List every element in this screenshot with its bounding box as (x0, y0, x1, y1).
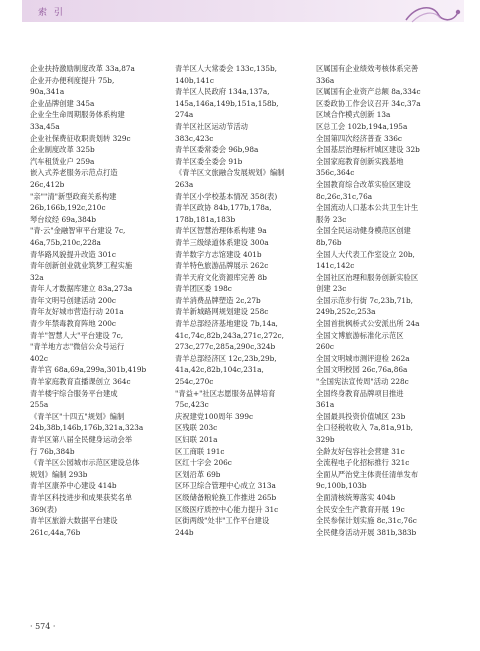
index-entry: 全面清核统筹落实 404b (316, 492, 396, 502)
index-entry: 90a,341a (30, 87, 65, 97)
index-entry: 8c,26c,31c,76a (316, 191, 373, 201)
index-entry: 青羊区小学校基本情况 358(表) (175, 191, 278, 201)
index-column-1 (30, 63, 168, 538)
index-entry: 260c (316, 342, 335, 352)
index-entry: 青羊区社区运动节活动 (175, 121, 248, 131)
index-entry: 46a,75b,210c,228a (30, 237, 101, 247)
index-entry: 青羊新城路网规划建设 258c (175, 307, 269, 317)
index-entry: 全国家庭教育创新实践基地 (316, 156, 404, 166)
index-entry: 区委政协工作会议召开 34c,37a (316, 98, 421, 108)
index-entry: "亲""清"新型政商关系构建 (30, 191, 117, 201)
index-entry: 青年创新创业就业筑梦工程实施 (30, 261, 133, 271)
index-entry: 《青羊区文旅融合发展规划》编制 (175, 168, 285, 178)
index-entry: 青华路风貌提升改造 301c (30, 249, 117, 259)
index-entry: 企业扶持激励制度改革 33a,87a (30, 64, 135, 73)
index-entry: 规划》编制 293b (30, 469, 88, 479)
index-entry: 青羊区旅游大数据平台建设 (30, 516, 118, 526)
index-entry: 青羊区康养中心建设 414b (30, 481, 117, 491)
index-entry: 青羊区委全委会 91b (175, 156, 243, 166)
index-entry: 区工商联 191c (175, 446, 225, 456)
index-entry: 356c,364c (316, 168, 355, 178)
index-entry: 全国教育综合改革实验区建设 (316, 179, 411, 189)
index-entry: 区级医疗质控中心能力提升 31c (175, 504, 279, 514)
index-column-3 (316, 63, 456, 538)
index-entry: 全国流动人口基本公共卫生计生 (316, 203, 419, 213)
index-entry: 庆祝建党100周年 399c (175, 411, 254, 421)
index-entry: 区妇联 201a (175, 435, 218, 444)
index-entry: 企业社保费征收职责划转 329c (30, 133, 131, 143)
index-entry: 全国最具投资价值城区 23b (316, 411, 406, 421)
index-entry: 企业全生命周期服务体系构建 (30, 110, 125, 120)
index-entry: 区残联 203c (175, 423, 218, 433)
index-entry: 青羊天府文化资源库完善 8b (175, 272, 267, 282)
index-entry: 青羊"智慧人大"平台建设 7c, (30, 330, 124, 340)
index-entry: 244b (175, 527, 194, 537)
index-entry: 178b,181a,183b (175, 214, 236, 224)
index-entry: 青羊特色旅游品牌展示 262c (175, 261, 269, 271)
index-entry: 区级储备粮轮换工作推进 265b (175, 492, 277, 502)
page-number: · 574 · (30, 622, 56, 631)
index-entry: 琴台纹经 69a,384b (30, 214, 97, 224)
index-entry: 青年人才数据库建立 83a,273a (30, 284, 133, 294)
index-entry: 区环卫综合管理中心成立 313a (175, 481, 276, 491)
index-entry: 329b (316, 435, 335, 444)
index-entry: 青羊区智慧治理体系构建 9a (175, 226, 267, 236)
index-entry: 青羊宫 68a,69a,299a,301b,419b (30, 365, 147, 375)
index-entry: 区街两级"处非"工作平台建设 (175, 516, 270, 526)
index-entry: 141c,142c (316, 261, 355, 271)
index-entry: 青羊团区委 198c (175, 284, 232, 294)
index-entry: 青羊区政协 84b,177b,178a, (175, 203, 272, 213)
index-entry: 青羊区第八届全民健身运动会举 (30, 435, 133, 444)
index-entry: 全民安全生产教育开展 19c (316, 504, 405, 514)
index-entry: 255a (30, 400, 49, 410)
index-column-2 (175, 63, 313, 538)
index-entry: 274a (175, 110, 194, 120)
index-entry: 33a,45a (30, 121, 60, 131)
index-entry: "青·云"金融智审平台建设 7c, (30, 226, 126, 236)
index-entry: 全民健身活动开展 381b,383b (316, 527, 417, 537)
index-entry: 383c,423c (175, 133, 214, 143)
index-entry: 服务 23c (316, 214, 347, 224)
index-entry: 273c,277c,285a,290c,324b (175, 342, 276, 352)
index-entry: 青羊数字方志馆建设 401b (175, 249, 262, 259)
index-entry: 企业制度改革 325b (30, 145, 95, 155)
index-entry: 《青羊区公园城市示范区建设总体 (30, 458, 140, 468)
index-entry: 区总工会 102b,194a,195a (316, 121, 408, 131)
index-entry: "青益+"社区志愿服务品牌培育 (175, 388, 276, 398)
index-entry: 青年文明号创建活动 200c (30, 295, 117, 305)
index-entry: 75c,423c (175, 400, 209, 410)
index-entry: 全面从严治党主体责任清单发布 (316, 469, 419, 479)
index-entry: 青羊区委常委会 96b,98a (175, 145, 259, 155)
index-entry: 24b,38b,146b,176b,321a,323a (30, 423, 144, 433)
index-entry: 41c,74c,82b,243a,271c,272c, (175, 330, 284, 340)
header-title: 索 引 (38, 8, 65, 18)
index-entry: 青羊三级绿道体系建设 300a (175, 237, 269, 247)
index-entry: 26c,412b (30, 179, 65, 189)
index-entry: 26b,166b,192c,210c (30, 203, 106, 213)
index-entry: 企业品牌创建 345a (30, 98, 95, 108)
index-entry: 青羊区人大常委会 133c,135b, (175, 64, 277, 73)
index-entry: 全口径税收收入 7a,81a,91b, (316, 423, 413, 433)
index-entry: 青羊总部经济区 12c,23b,29b, (175, 353, 277, 363)
index-entry: 全国人大代表工作室设立 20b, (316, 249, 415, 259)
index-entry: 青羊总部经济基地建设 7b,14a, (175, 319, 278, 329)
index-entry: 263a (175, 179, 194, 189)
index-entry: 全国全民运动健身模范区创建 (316, 226, 411, 236)
index-entry: 8b,76b (316, 237, 342, 247)
index-entry: 青年友好城市营造行动 201a (30, 307, 124, 317)
index-entry: 区域合作模式创新 13a (316, 110, 391, 120)
index-entry: 区属国有企业资产总额 8a,334c (316, 87, 421, 97)
index-entry: 402c (30, 353, 49, 363)
index-entry: 区红十字会 206c (175, 458, 232, 468)
page-header (0, 0, 480, 30)
index-entry: 全国首批枫桥式公安派出所 24a (316, 319, 420, 329)
index-entry: "青羊地方志"微信公众号运行 (30, 342, 125, 352)
index-entry: 青羊家庭教育直播课创立 364c (30, 377, 131, 387)
index-entry: 261c,44a,76b (30, 527, 81, 537)
index-entry: 区划沿革 69b (175, 469, 221, 479)
index-entry: 全流程电子化招标推行 321c (316, 458, 410, 468)
index-entry: 249b,252c,253a (316, 307, 376, 317)
index-entry: 全国第四次经济普查 336c (316, 133, 403, 143)
index-entry: 企业开办便利度提升 75b, (30, 75, 115, 85)
index-entry: 全国文博旅游标准化示范区 (316, 330, 404, 340)
index-entry: "全国宪法宣传周"活动 228c (316, 377, 409, 387)
index-entry: 区属国有企业绩效考核体系完善 (316, 64, 419, 73)
index-entry: 全国社区治理和服务创新实验区 (316, 272, 419, 282)
index-entry: 全龄友好包容社会营建 31c (316, 446, 405, 456)
index-entry: 青羊区人民政府 134a,137a, (175, 87, 270, 97)
index-entry: 青羊楼宇综合服务平台建成 (30, 388, 118, 398)
index-entry: 嵌入式养老服务示范点打造 (30, 168, 118, 178)
index-entry: 创建 23c (316, 284, 347, 294)
index-entry: 全民参保计划实施 8c,31c,76c (316, 516, 417, 526)
index-entry: 369(表) (30, 504, 57, 514)
index-entry: 全国终身教育品牌项目推进 (316, 388, 404, 398)
index-entry: 41a,42c,82b,104c,231a, (175, 365, 264, 375)
index-entry: 361a (316, 400, 335, 410)
index-entry: 全国示范步行街 7c,23b,71b, (316, 295, 413, 305)
index-entry: 汽车租赁业户 259a (30, 156, 95, 166)
index-entry: 145a,146a,149b,151a,158b, (175, 98, 279, 108)
index-entry: 青羊消费品牌塑造 2c,27b (175, 295, 261, 305)
index-entry: 32a (30, 272, 44, 282)
index-entry: 《青羊区"十四五"规划》编制 (30, 411, 125, 421)
index-entry: 140b,141c (175, 75, 214, 85)
index-entry: 青少年禁毒教育阵地 200c (30, 319, 117, 329)
index-entry: 全国基层治理标杆城区建设 32b (316, 145, 420, 155)
decorative-swirl-icon (398, 0, 468, 30)
index-entry: 254c,270c (175, 377, 214, 387)
index-entry: 336a (316, 75, 335, 85)
index-entry: 全国文明城市测评迎检 262a (316, 353, 410, 363)
index-entry: 9c,100b,103b (316, 481, 367, 491)
index-entry: 全国文明校园 26c,76a,86a (316, 365, 408, 375)
index-entry: 青羊区科技进步和成果获奖名单 (30, 492, 133, 502)
index-entry: 行 76b,384b (30, 446, 75, 456)
